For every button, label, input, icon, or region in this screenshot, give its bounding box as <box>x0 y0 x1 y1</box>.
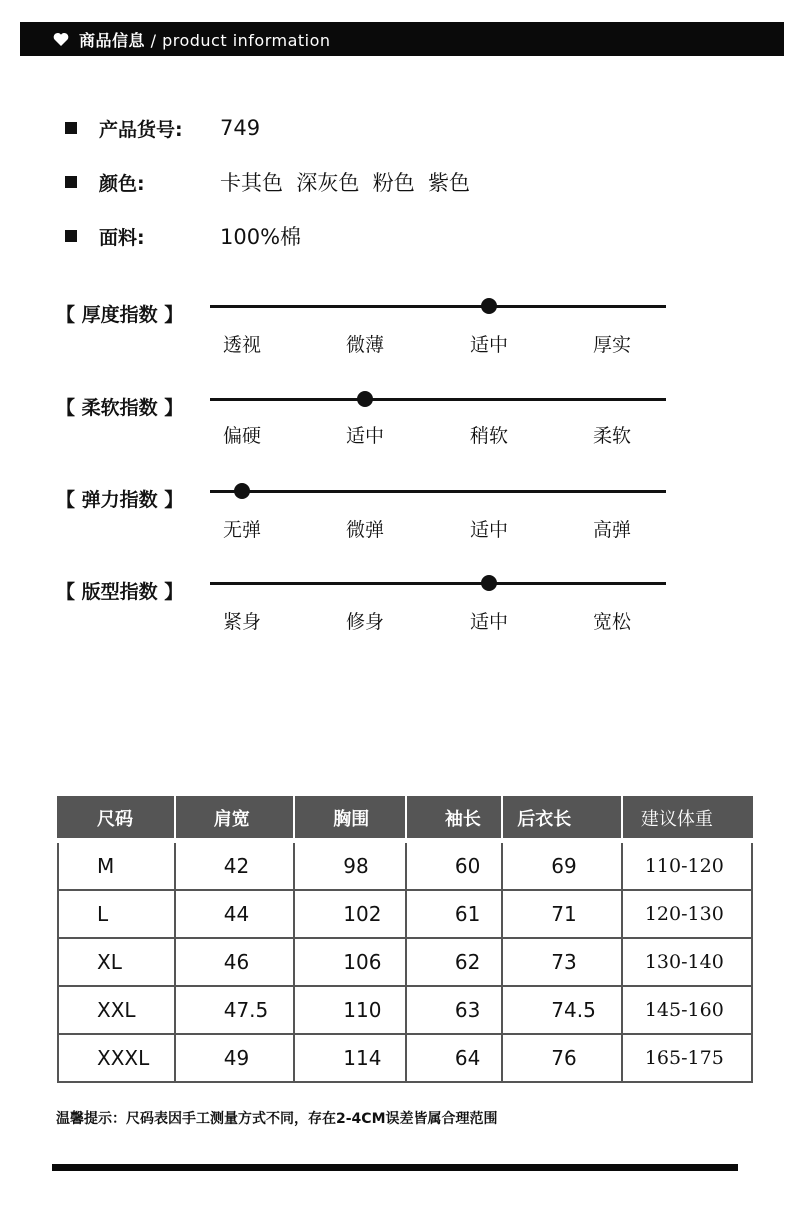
table-row <box>58 1034 752 1082</box>
index-marker <box>481 575 497 591</box>
index-tick: 偏硬 <box>222 425 262 447</box>
table-cell: L <box>58 890 175 938</box>
table-cell: 106 <box>294 938 406 986</box>
table-cell: 145-160 <box>622 986 752 1034</box>
index-tick: 高弹 <box>592 519 632 541</box>
index-label: 【 版型指数 】 <box>56 581 184 603</box>
table-cell: 42 <box>175 841 295 891</box>
table-cell: 114 <box>294 1034 406 1082</box>
index-tick: 适中 <box>469 519 509 541</box>
info-row-colors <box>65 171 471 195</box>
info-label: 颜色: <box>99 172 145 195</box>
table-row <box>58 841 752 891</box>
table-cell: 44 <box>175 890 295 938</box>
table-cell: XXXL <box>58 1034 175 1082</box>
table-cell: 62 <box>406 938 502 986</box>
index-line <box>210 490 666 493</box>
index-tick: 修身 <box>345 611 385 633</box>
header-title-cn: 商品信息 <box>79 30 146 50</box>
info-value: 749 <box>220 116 261 140</box>
bullet-square-icon <box>65 122 77 134</box>
table-cell: 102 <box>294 890 406 938</box>
index-tick: 适中 <box>345 425 385 447</box>
info-label: 面料: <box>99 226 145 249</box>
header-title <box>79 28 331 51</box>
table-cell: 120-130 <box>622 890 752 938</box>
header-separator: / <box>145 30 163 50</box>
heart-icon <box>53 31 69 47</box>
column-header: 尺码 <box>58 797 175 841</box>
info-label: 产品货号: <box>99 118 183 141</box>
table-cell: 110-120 <box>622 841 752 891</box>
index-tick: 宽松 <box>592 611 632 633</box>
index-tick: 微弹 <box>345 519 385 541</box>
table-cell: 47.5 <box>175 986 295 1034</box>
index-tick: 柔软 <box>592 425 632 447</box>
size-tip-note: 温馨提示：尺码表因手工测量方式不同，存在2-4CM误差皆属合理范围 <box>56 1111 498 1127</box>
bottom-divider <box>52 1164 738 1171</box>
table-row <box>58 986 752 1034</box>
table-cell: 71 <box>502 890 622 938</box>
index-line <box>210 305 666 308</box>
table-cell: 69 <box>502 841 622 891</box>
table-header-row <box>58 797 752 841</box>
index-label: 【 柔软指数 】 <box>56 397 184 419</box>
index-marker <box>234 483 250 499</box>
table-cell: 73 <box>502 938 622 986</box>
info-value: 卡其色 深灰色 粉色 紫色 <box>220 171 471 195</box>
bullet-square-icon <box>65 230 77 242</box>
column-header: 建议体重 <box>622 797 752 841</box>
index-marker <box>481 298 497 314</box>
index-tick: 紧身 <box>222 611 262 633</box>
table-cell: 46 <box>175 938 295 986</box>
column-header: 袖长 <box>406 797 502 841</box>
table-cell: M <box>58 841 175 891</box>
column-header: 肩宽 <box>175 797 295 841</box>
table-row <box>58 938 752 986</box>
index-tick: 适中 <box>469 334 509 356</box>
table-cell: 60 <box>406 841 502 891</box>
index-tick: 适中 <box>469 611 509 633</box>
header-bar <box>20 22 784 56</box>
table-cell: 165-175 <box>622 1034 752 1082</box>
table-cell: 64 <box>406 1034 502 1082</box>
column-header: 胸围 <box>294 797 406 841</box>
table-cell: 74.5 <box>502 986 622 1034</box>
bullet-square-icon <box>65 176 77 188</box>
table-cell: 63 <box>406 986 502 1034</box>
table-cell: 61 <box>406 890 502 938</box>
table-cell: XXL <box>58 986 175 1034</box>
info-row-fabric <box>65 225 302 249</box>
table-cell: 49 <box>175 1034 295 1082</box>
index-tick: 无弹 <box>222 519 262 541</box>
info-row-code <box>65 116 261 141</box>
index-tick: 厚实 <box>592 334 632 356</box>
index-tick: 微薄 <box>345 334 385 356</box>
index-tick: 透视 <box>222 334 262 356</box>
column-header: 后衣长 <box>502 797 622 841</box>
index-label: 【 弹力指数 】 <box>56 489 184 511</box>
index-marker <box>357 391 373 407</box>
size-table <box>57 796 753 1083</box>
header-title-en: product information <box>162 30 331 50</box>
info-value: 100%棉 <box>220 225 302 249</box>
index-label: 【 厚度指数 】 <box>56 304 184 326</box>
table-cell: 76 <box>502 1034 622 1082</box>
index-line <box>210 398 666 401</box>
index-tick: 稍软 <box>469 425 509 447</box>
table-cell: 98 <box>294 841 406 891</box>
table-row <box>58 890 752 938</box>
table-cell: XL <box>58 938 175 986</box>
index-line <box>210 582 666 585</box>
table-cell: 130-140 <box>622 938 752 986</box>
table-cell: 110 <box>294 986 406 1034</box>
